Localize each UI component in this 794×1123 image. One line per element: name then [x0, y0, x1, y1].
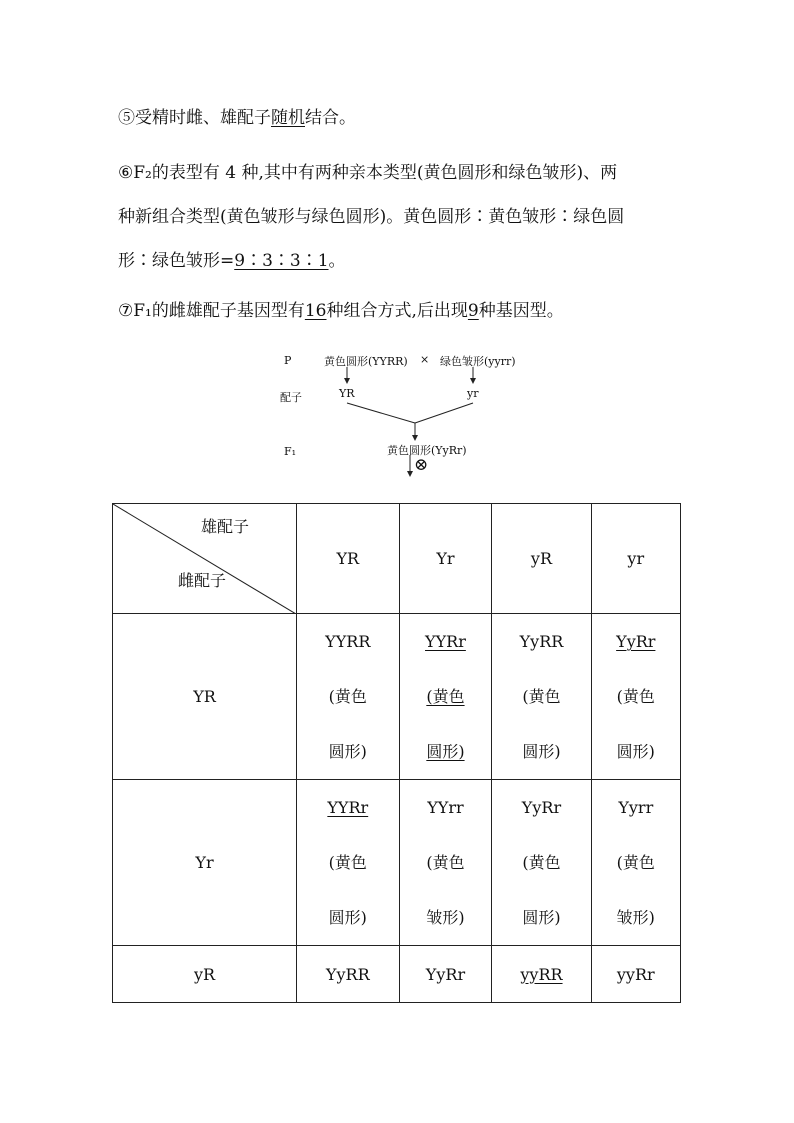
col-header: YR — [297, 504, 400, 614]
table-cell: yyRr — [591, 946, 680, 1003]
cell-phenotype-2: 圆形) — [328, 908, 367, 927]
p6-line3-a: 形∶绿色皱形= — [118, 251, 235, 271]
cell-phenotype-1: (黄色 — [328, 853, 367, 872]
paragraph-7 — [118, 289, 678, 333]
paragraph-5 — [118, 96, 678, 140]
table-row — [113, 780, 681, 946]
cell-phenotype-1: (黄色 — [616, 853, 655, 872]
table-row — [113, 614, 681, 780]
p7-text-e: 种基因型。 — [478, 301, 564, 321]
cell-phenotype-2: 皱形) — [616, 908, 655, 927]
p5-text-c: 结合。 — [305, 108, 356, 128]
cell-genotype: YyRr — [521, 798, 562, 817]
table-cell: YyRr — [399, 946, 492, 1003]
label-f1: F₁ — [284, 445, 297, 458]
p6-line3-c: 。 — [328, 251, 346, 271]
table-cell — [492, 946, 591, 1003]
table-cell: YyRR — [297, 946, 400, 1003]
table-cell — [492, 780, 591, 946]
table-cell — [591, 614, 680, 780]
table-cell — [297, 780, 400, 946]
cell-genotype: YYRr — [327, 798, 369, 817]
cell-phenotype-1: (黄色 — [426, 853, 465, 872]
table-cell — [297, 614, 400, 780]
cell-phenotype-1: (黄色 — [522, 687, 561, 706]
p6-line1: ⑥F₂的表型有 4 种,其中有两种亲本类型(黄色圆形和绿色皱形)、两 — [118, 163, 618, 183]
p7-genotypes: 9 — [467, 301, 479, 321]
cell-genotype: YYRR — [325, 632, 371, 651]
selfing-symbol: ⊗ — [414, 455, 429, 475]
parent1: 黄色圆形(YYRR) — [324, 355, 408, 368]
col-header: Yr — [399, 504, 492, 614]
row-header: yR — [113, 946, 297, 1003]
cell-phenotype-2: 皱形) — [426, 908, 465, 927]
paragraph-6 — [118, 151, 678, 283]
p6-ratio: 9∶3∶3∶1 — [234, 251, 329, 271]
col-header: yR — [492, 504, 591, 614]
row-header: Yr — [113, 780, 297, 946]
parent2: 绿色皱形(yyrr) — [440, 355, 516, 368]
col-header: yr — [591, 504, 680, 614]
cell-genotype: YYrr — [427, 798, 464, 817]
cross-diagram — [270, 345, 530, 480]
cell-phenotype-2: 圆形) — [522, 908, 561, 927]
corner-cell — [113, 504, 297, 614]
table-cell — [399, 780, 492, 946]
cell-phenotype-2: 圆形) — [616, 742, 655, 761]
p7-text-c: 种组合方式,后出现 — [326, 301, 468, 321]
gamete1: YR — [339, 387, 355, 400]
p6-line3 — [118, 239, 678, 283]
row-header: YR — [113, 614, 297, 780]
table-cell — [591, 780, 680, 946]
gamete2: yr — [467, 387, 479, 400]
cell-phenotype-1: (黄色 — [328, 687, 367, 706]
cell-genotype: yyRR — [520, 964, 563, 984]
cell-phenotype-2: 圆形) — [522, 742, 561, 761]
merge-line-left — [347, 403, 415, 423]
cell-genotype: YyRr — [616, 632, 656, 651]
cell-phenotype-1: (黄色 — [616, 687, 655, 706]
cell-phenotype-2: 圆形) — [426, 742, 465, 761]
table-cell — [399, 614, 492, 780]
p5-underlined: 随机 — [271, 108, 305, 128]
arrowhead-parent1 — [344, 378, 350, 384]
corner-male-label: 雄配子 — [201, 517, 250, 536]
cross-symbol: × — [420, 353, 430, 366]
p7-combinations: 16 — [304, 301, 327, 321]
arrowhead-selfing — [407, 471, 413, 477]
p7-text-a: ⑦F₁的雌雄配子基因型有 — [118, 301, 305, 321]
table-cell — [492, 614, 591, 780]
cell-genotype: Yyrr — [618, 798, 654, 817]
f1-label: 黄色圆形(YyRr) — [387, 444, 467, 457]
arrowhead-f1 — [412, 435, 418, 441]
p6-line2: 种新组合类型(黄色皱形与绿色圆形)。黄色圆形∶黄色皱形∶绿色圆 — [118, 207, 625, 227]
cell-phenotype-1: (黄色 — [522, 853, 561, 872]
punnett-square — [112, 503, 681, 1003]
label-p: P — [284, 354, 292, 367]
cell-genotype: YYRr — [425, 632, 466, 651]
cell-phenotype-2: 圆形) — [328, 742, 367, 761]
header-row — [113, 504, 681, 614]
p5-text-a: ⑤受精时雌、雄配子 — [118, 108, 271, 128]
merge-line-right — [415, 403, 473, 423]
cell-genotype: YyRR — [519, 632, 564, 651]
label-gamete: 配子 — [280, 391, 302, 404]
table-row — [113, 946, 681, 1003]
arrowhead-parent2 — [470, 378, 476, 384]
cell-phenotype-1: (黄色 — [426, 687, 465, 706]
corner-female-label: 雌配子 — [178, 571, 227, 590]
